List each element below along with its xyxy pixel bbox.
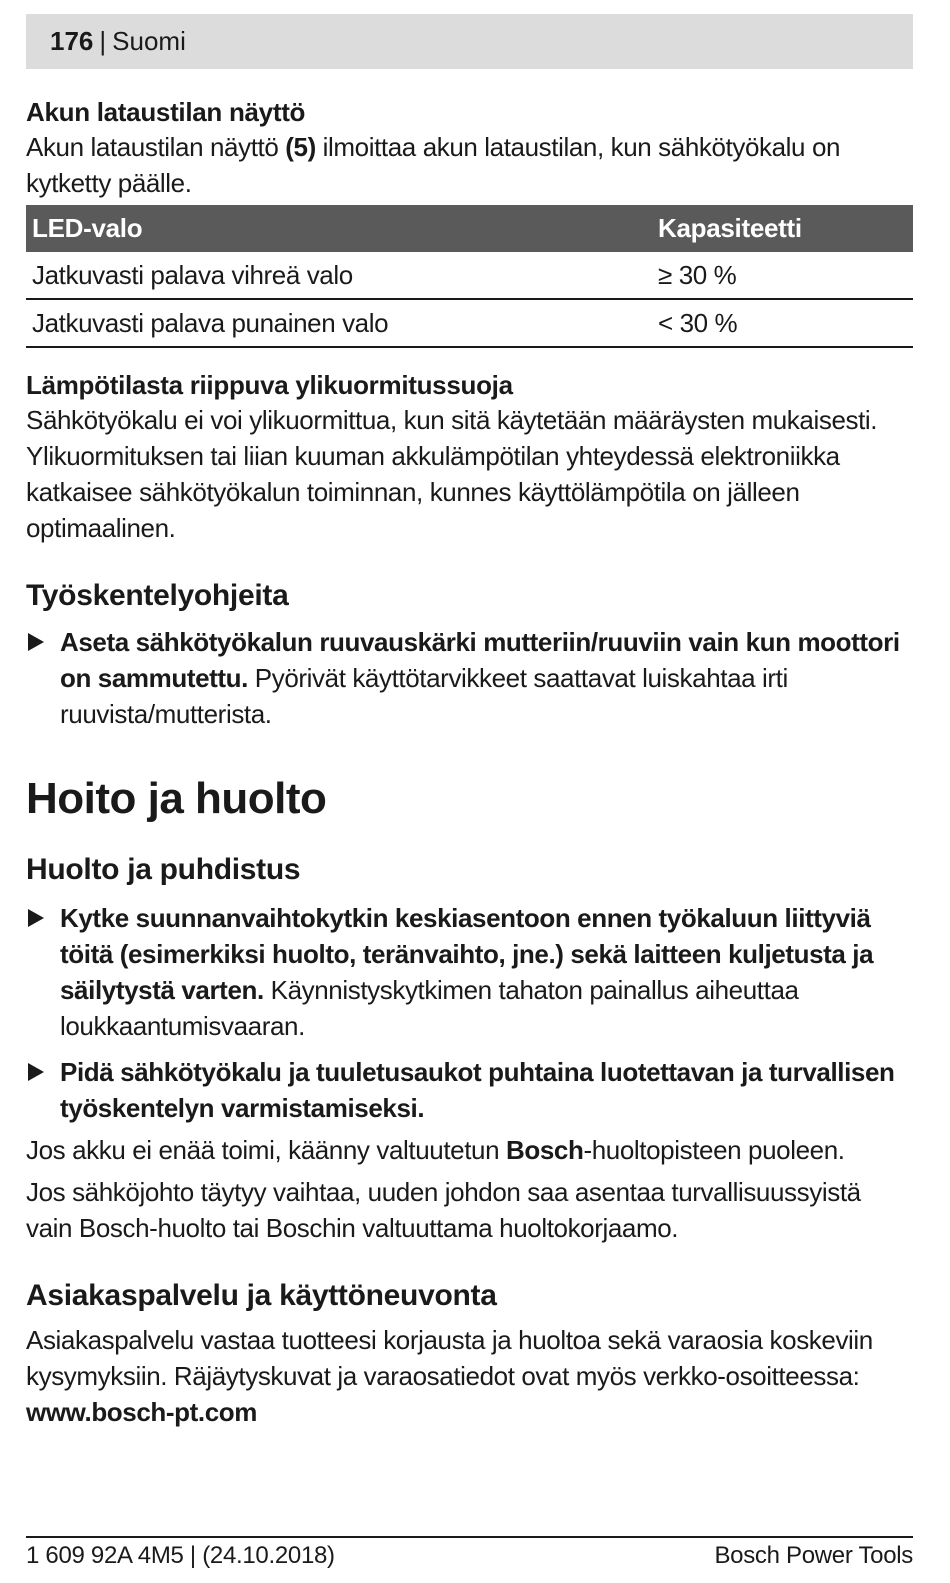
section-title-overload-protection: Lämpötilasta riippuva ylikuormitussuoja [26, 370, 513, 400]
page-footer [26, 1536, 913, 1570]
triangle-bullet-icon [28, 1063, 44, 1081]
page-header [26, 14, 913, 69]
table-cell-led: Jatkuvasti palava punainen valo [26, 299, 652, 347]
section-title-customer-service: Asiakaspalvelu ja käyttöneuvonta [26, 1279, 497, 1312]
table-row [26, 299, 913, 347]
brand-name: Bosch [506, 1135, 584, 1165]
document-number: 1 609 92A 4M5 | (24.10.2018) [26, 1542, 335, 1569]
triangle-bullet-icon [28, 633, 44, 651]
table-header-led: LED-valo [26, 205, 652, 252]
bullet-item: Aseta sähkötyökalun ruuvauskärki mutteriin/ruuviin vain kun moottori on sammutettu. Pyörivät käyttötarvikkeet saattavat luiskahtaa irti ruuvista/mutterista. [26, 624, 913, 732]
website-link[interactable]: www.bosch-pt.com [26, 1397, 257, 1427]
triangle-bullet-icon [28, 909, 44, 927]
table-row [26, 252, 913, 299]
table-cell-capacity: ≥ 30 % [652, 252, 913, 299]
battery-display-text: Akun lataustilan näyttö (5) ilmoittaa akun lataustilan, kun sähkötyökalu on kytketty päälle. [26, 132, 841, 198]
table-cell-capacity: < 30 % [652, 299, 913, 347]
bullet-item: Kytke suunnanvaihtokytkin keskiasentoon ennen työkaluun liittyviä töitä (esimerkiksi huolto, teränvaihto, jne.) sekä laitteen kuljetusta ja säilytystä varten. Käynnistyskytkimen tahaton painallus aiheuttaa loukkaantumisvaaran. [26, 900, 913, 1044]
table-cell-led: Jatkuvasti palava vihreä valo [26, 252, 652, 299]
header-separator: | [99, 26, 107, 56]
header-language: Suomi [112, 26, 186, 56]
document-page [26, 14, 913, 1430]
led-capacity-table [26, 205, 913, 348]
reference-number: (5) [285, 132, 316, 162]
section-title-working-advice: Työskentelyohjeita [26, 579, 289, 612]
table-header-capacity: Kapasiteetti [652, 205, 913, 252]
bullet-item: Pidä sähkötyökalu ja tuuletusaukot puhtaina luotettavan ja turvallisen työskentelyn varmistamiseksi. [26, 1054, 913, 1126]
customer-service-text: Asiakaspalvelu vastaa tuotteesi korjausta ja huoltoa sekä varaosia koskeviin kysymyksiin. Räjäytyskuvat ja varaosatiedot ovat myös verkko-osoitteessa: [26, 1325, 873, 1391]
publisher-name: Bosch Power Tools [714, 1542, 913, 1569]
cord-replacement-text: Jos sähköjohto täytyy vaihtaa, uuden johdon saa asentaa turvallisuussyistä vain Bosch-huolto tai Boschin valtuuttama huoltokorjaamo. [26, 1177, 861, 1243]
page-number: 176 [50, 26, 94, 56]
battery-service-text: Jos akku ei enää toimi, käänny valtuutetun Bosch-huoltopisteen puoleen. [26, 1135, 845, 1165]
chapter-title: Hoito ja huolto [26, 774, 327, 823]
table-header-row [26, 205, 913, 252]
overload-protection-text: Sähkötyökalu ei voi ylikuormittua, kun sitä käytetään määräysten mukaisesti. Ylikuormituksen tai liian kuuman akkulämpötilan yhteydessä elektroniikka katkaisee sähkötyökalun toiminnan, kunnes käyttölämpötila on jälleen optimaalinen. [26, 405, 878, 543]
section-title-battery-display: Akun lataustilan näyttö [26, 97, 306, 127]
section-title-maintenance: Huolto ja puhdistus [26, 853, 301, 886]
